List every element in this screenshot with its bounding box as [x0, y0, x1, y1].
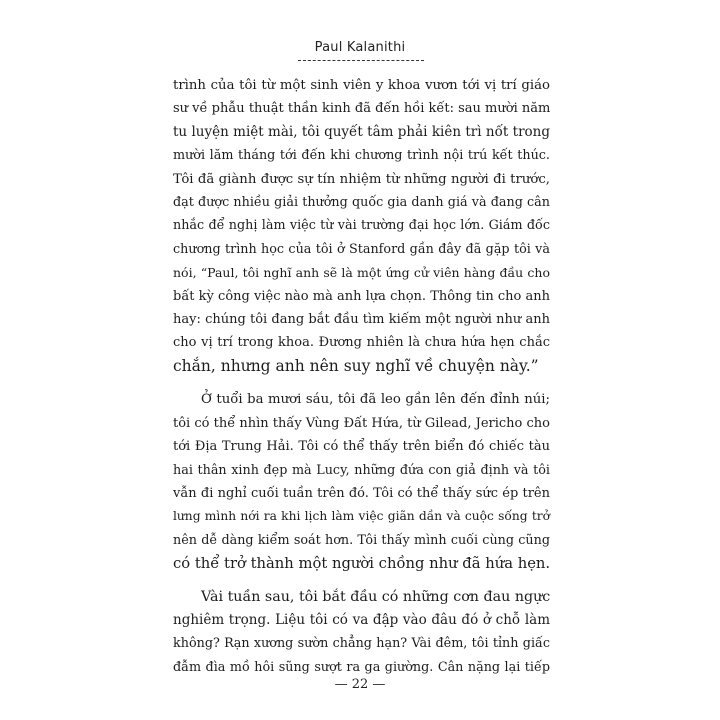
text-line: không? Rạn xương sườn chẳng hạn? Vài đêm, tôi tỉnh giấc: [173, 636, 550, 652]
paragraph-1: [173, 74, 550, 378]
text-line: có thể trở thành một người chồng như đã hứa hẹn.: [173, 555, 551, 573]
text-line: hai thân xinh đẹp mà Lucy, những đứa con giả định và tôi: [173, 462, 550, 478]
text-line: cho vị trí trong khoa. Đương nhiên là chưa hứa hẹn chắc: [173, 335, 550, 351]
text-line: Ở tuổi ba mươi sáu, tôi đã leo gần lên đến đỉnh núi;: [201, 392, 550, 408]
text-line: lưng mình nới ra khi lịch làm việc giãn dần và cuộc sống trở: [173, 509, 550, 524]
text-line: nghiêm trọng. Liệu tôi có va đập vào đâu đó ở chỗ làm: [173, 611, 550, 628]
text-line: Vài tuần sau, tôi bắt đầu có những cơn đau ngực: [201, 588, 551, 605]
text-line: tới Địa Trung Hải. Tôi có thể thấy trên biển đó chiếc tàu: [173, 439, 550, 455]
running-head-author: Paul Kalanithi: [314, 40, 406, 55]
text-line: tôi có thể nhìn thấy Vùng Đất Hứa, từ Gilead, Jericho cho: [173, 415, 550, 431]
text-line: đạt được nhiều giải thưởng quốc gia danh giá và đang cân: [173, 195, 550, 211]
text-line: đẫm đìa mồ hôi sũng sượt ra ga giường. Cân nặng lại tiếp: [173, 659, 550, 675]
text-line: nhắc để nghị làm việc từ vài trường đại học lớn. Giám đốc: [173, 218, 550, 234]
paragraph-2: [173, 388, 550, 575]
text-line: vẫn đi nghỉ cuối tuần trên đó. Tôi có thể thấy sức ép trên: [173, 485, 550, 501]
text-line: nói, “Paul, tôi nghĩ anh sẽ là một ứng cử viên hàng đầu cho: [173, 265, 550, 281]
text-line: sư về phẫu thuật thần kinh đã đến hồi kết: sau mười năm: [173, 101, 551, 117]
page-number: — 22 —: [334, 677, 386, 692]
paragraph-3: [173, 586, 550, 680]
body-text: [173, 74, 550, 679]
header-dashed-rule: [298, 60, 424, 61]
text-line: tu luyện miệt mài, tôi quyết tâm phải kiên trì nốt trong: [173, 123, 550, 140]
text-line: nên dễ dàng kiểm soát hơn. Tôi thấy mình cuối cùng cũng: [173, 532, 550, 548]
text-line: hay: chúng tôi đang bắt đầu tìm kiếm một người như anh: [173, 312, 550, 328]
text-line: Tôi đã giành được sự tín nhiệm từ những người đi trước,: [173, 171, 550, 187]
text-line: bất kỳ công việc nào mà anh lựa chọn. Thông tin cho anh: [173, 288, 550, 304]
text-line: chương trình học của tôi ở Stanford gần đây đã gặp tôi và: [173, 241, 550, 257]
text-line: chắn, nhưng anh nên suy nghĩ về chuyện này.”: [173, 356, 539, 375]
text-line: mười lăm tháng tới đến khi chương trình nội trú kết thúc.: [173, 148, 550, 164]
text-line: trình của tôi từ một sinh viên y khoa vươn tới vị trí giáo: [173, 78, 550, 93]
